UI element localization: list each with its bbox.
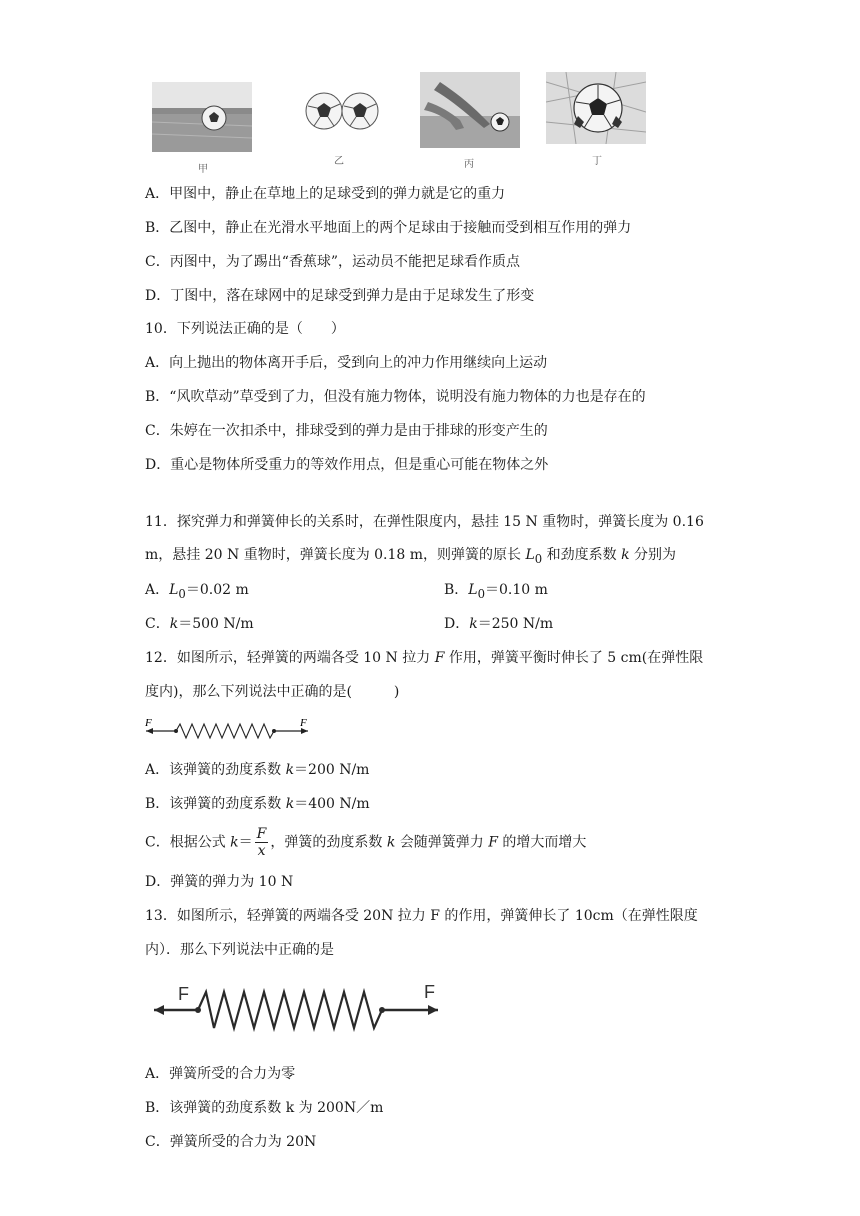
figure-ding-caption: 丁 [592, 156, 602, 167]
figure-jia [152, 82, 252, 152]
q12-force-label-right: F [300, 717, 307, 729]
figure-yi [302, 90, 382, 132]
q13-option-c: C．弹簧所受的合力为 20N [145, 1134, 317, 1150]
q13-option-a: A．弹簧所受的合力为零 [145, 1066, 296, 1082]
q11-option-d: D．k＝250 N/m [444, 616, 554, 632]
q11-option-c: C．k＝500 N/m [145, 616, 254, 632]
figure-bing-caption: 丙 [464, 159, 474, 170]
q12-spring-figure [144, 716, 314, 742]
q9-option-d: D．丁图中，落在球网中的足球受到弹力是由于足球发生了形变 [145, 288, 535, 304]
figure-bing [420, 72, 520, 148]
q12-fraction: $\frac{F}{x}$ [256, 826, 267, 859]
q12-option-d: D．弹簧的弹力为 10 N [145, 874, 294, 890]
q12-stem-line1: 12．如图所示，轻弹簧的两端各受 10 N 拉力 F 作用，弹簧平衡时伸长了 5 cm(在弹性限 [145, 650, 704, 666]
q10-option-c: C．朱婷在一次扣杀中，排球受到的弹力是由于排球的形变产生的 [145, 423, 548, 439]
q11-option-a: A．$L_0=0.02$ m [145, 582, 249, 601]
q11-stem-line1: 11．探究弹力和弹簧伸长的关系时，在弹性限度内，悬挂 15 N 重物时，弹簧长度为 0.16 [145, 514, 704, 530]
q9-option-c: C．丙图中，为了踢出“香蕉球”，运动员不能把足球看作质点 [145, 254, 521, 270]
q9-option-a: A．甲图中，静止在草地上的足球受到的弹力就是它的重力 [145, 186, 506, 202]
q10-option-d: D．重心是物体所受重力的等效作用点，但是重心可能在物体之外 [145, 457, 549, 473]
q9-option-b: B．乙图中，静止在光滑水平地面上的两个足球由于接触而受到相互作用的弹力 [145, 220, 632, 236]
q11-stem-line2: m，悬挂 20 N 重物时，弹簧长度为 0.18 m，则弹簧的原长 $L_0$ 和劲度系数 k 分别为 [145, 547, 677, 566]
q12-force-label-left: F [145, 717, 152, 729]
figure-yi-caption: 乙 [334, 156, 344, 167]
q11-option-b: B．$L_0=0.10$ m [444, 582, 548, 601]
q13-force-label-right: F [424, 982, 435, 1002]
q13-stem-line2: 内）．那么下列说法中正确的是 [145, 942, 334, 958]
figure-jia-caption: 甲 [198, 164, 208, 175]
q12-stem-line2: 度内)，那么下列说法中正确的是( ) [145, 684, 400, 700]
q13-spring-figure [152, 976, 442, 1038]
q10-option-b: B．“风吹草动”草受到了力，但没有施力物体，说明没有施力物体的力也是存在的 [145, 389, 646, 405]
q12-option-a: A．该弹簧的劲度系数 k＝200 N/m [145, 762, 370, 778]
q13-force-label-left: F [178, 984, 189, 1004]
q10-stem: 10．下列说法正确的是（ ） [145, 321, 345, 337]
figure-ding [546, 72, 646, 144]
q12-option-b: B．该弹簧的劲度系数 k＝400 N/m [145, 796, 370, 812]
q10-option-a: A．向上抛出的物体离开手后，受到向上的冲力作用继续向上运动 [145, 355, 548, 371]
q13-option-b: B．该弹簧的劲度系数 k 为 200N／m [145, 1100, 384, 1116]
q12-option-c: C．根据公式 k＝ $\frac{F}{x}$ ，弹簧的劲度系数 k 会随弹簧弹力 F 的增大而增大 [145, 826, 587, 859]
q13-stem-line1: 13．如图所示，轻弹簧的两端各受 20N 拉力 F 的作用，弹簧伸长了 10cm（在弹性限度 [145, 908, 698, 924]
